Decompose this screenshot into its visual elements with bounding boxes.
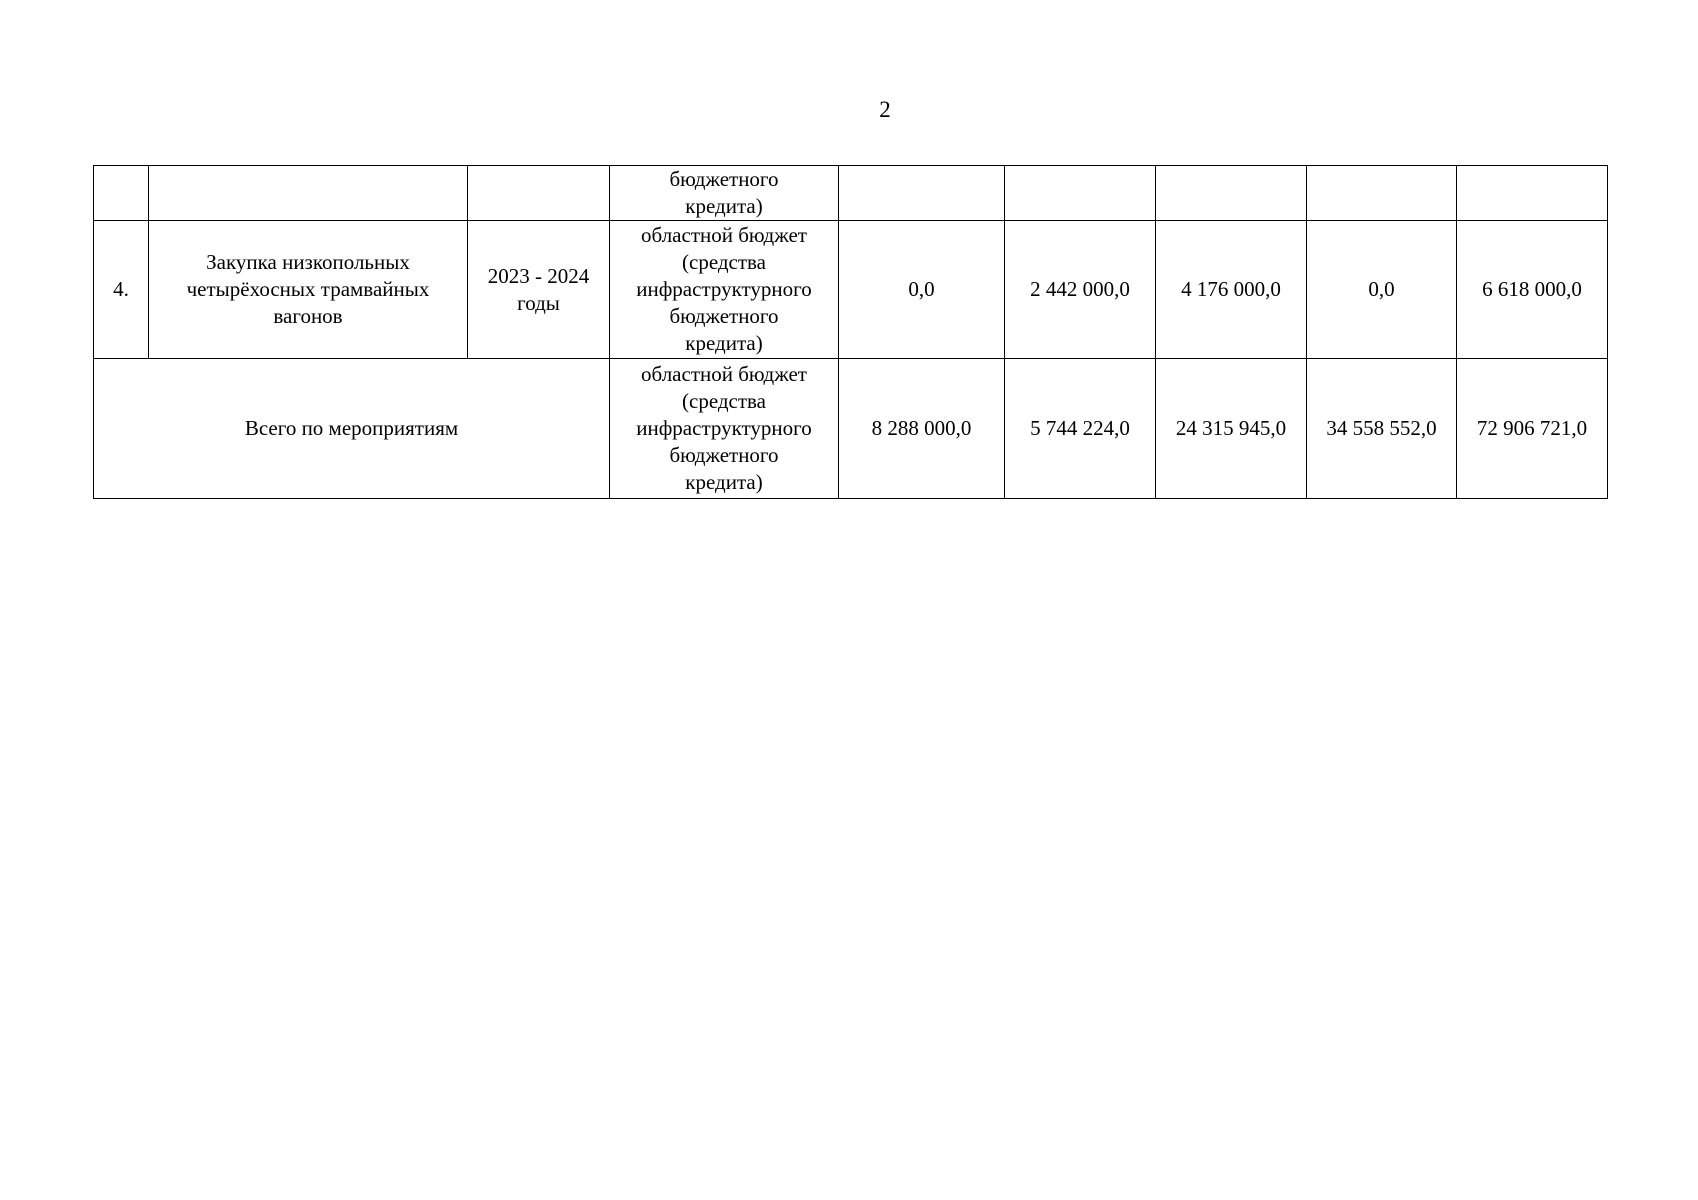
cell-source-line: (средства (682, 250, 766, 274)
cell-value: 34 558 552,0 (1307, 359, 1457, 499)
cell-period (468, 221, 610, 359)
cell-value (1457, 166, 1608, 221)
cell-total-label: Всего по мероприятиям (94, 359, 610, 499)
cell-name (149, 166, 468, 221)
cell-source-line: инфраструктурного (636, 416, 812, 440)
cell-value: 72 906 721,0 (1457, 359, 1608, 499)
table-row-total (94, 359, 1608, 499)
cell-value (1307, 166, 1457, 221)
table-row-continuation (94, 166, 1608, 221)
cell-name-line: вагонов (273, 304, 343, 328)
cell-num: 4. (94, 221, 149, 359)
cell-value: 6 618 000,0 (1457, 221, 1608, 359)
page-number: 2 (879, 97, 891, 122)
cell-source-line: областной бюджет (641, 362, 807, 386)
cell-source-line: бюджетного (669, 443, 779, 467)
cell-source (610, 166, 839, 221)
cell-name-line: Закупка низкопольных (206, 250, 410, 274)
cell-period (468, 166, 610, 221)
cell-source (610, 359, 839, 499)
cell-source-line: областной бюджет (641, 223, 807, 247)
cell-source-line: кредита) (685, 331, 763, 355)
cell-name (149, 221, 468, 359)
cell-value: 5 744 224,0 (1005, 359, 1156, 499)
cell-value (1005, 166, 1156, 221)
cell-value: 4 176 000,0 (1156, 221, 1307, 359)
cell-period-line: годы (517, 290, 560, 315)
cell-value: 0,0 (839, 221, 1005, 359)
cell-source (610, 221, 839, 359)
cell-num (94, 166, 149, 221)
cell-name-line: четырёхосных трамвайных (186, 277, 430, 301)
cell-source-line: инфраструктурного (636, 277, 812, 301)
cell-value: 24 315 945,0 (1156, 359, 1307, 499)
cell-source-line: (средства (682, 389, 766, 413)
cell-source-line: бюджетного (669, 304, 779, 328)
cell-value (1156, 166, 1307, 221)
cell-value: 0,0 (1307, 221, 1457, 359)
table-row-item-4 (94, 221, 1608, 359)
cell-period-line: 2023 - 2024 (487, 263, 590, 288)
cell-value: 2 442 000,0 (1005, 221, 1156, 359)
cell-source-line: кредита) (685, 470, 763, 494)
cell-value (839, 166, 1005, 221)
budget-table (93, 165, 1608, 499)
cell-value: 8 288 000,0 (839, 359, 1005, 499)
cell-source-line: бюджетного (669, 167, 779, 191)
cell-source-line: кредита) (685, 194, 763, 218)
